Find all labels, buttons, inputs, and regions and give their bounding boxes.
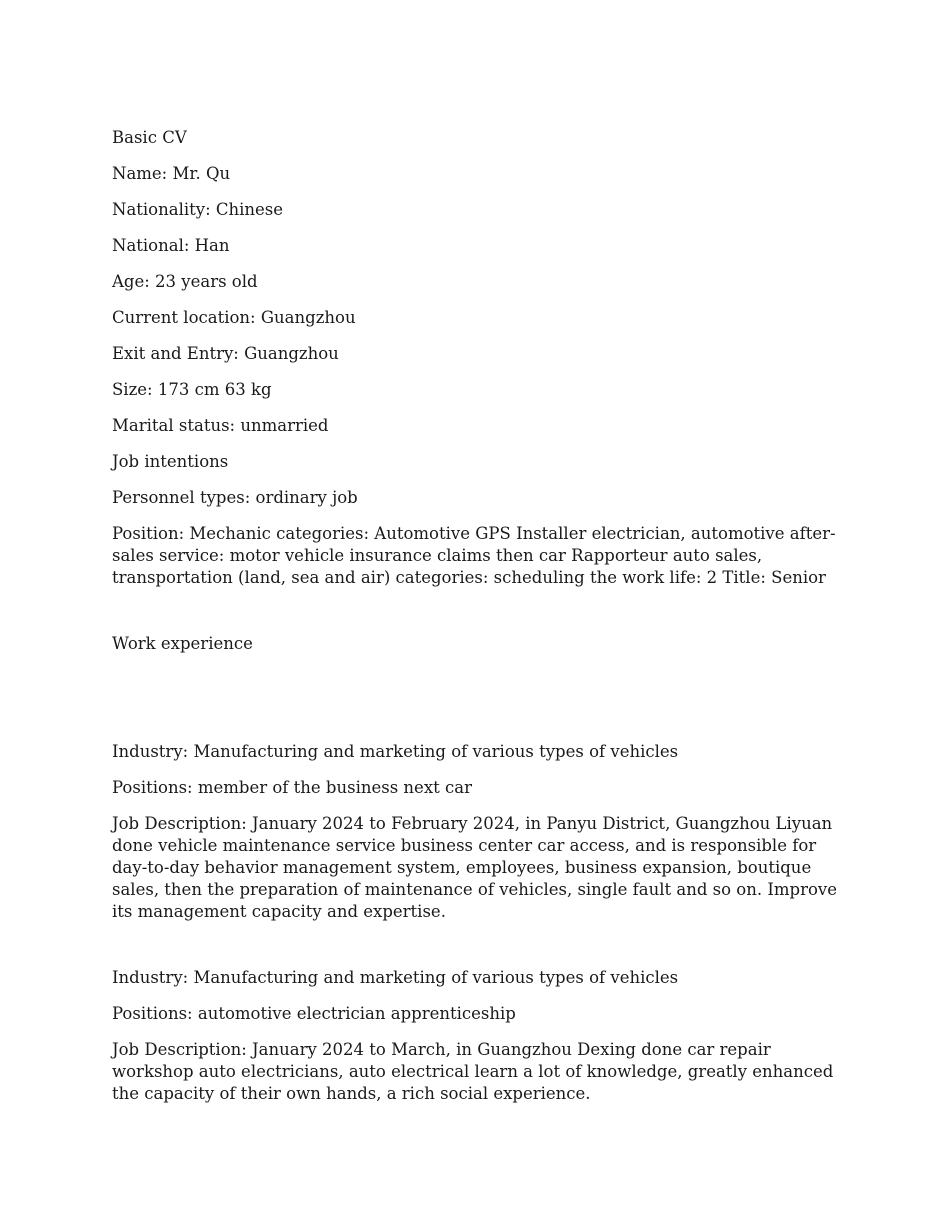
work-experience-heading: Work experience [112, 634, 253, 653]
position-paragraph: Position: Mechanic categories: Automotive GPS Installer electrician, automotive after-sales service: motor vehicle insurance claims then car Rapporteur auto sales, transportation (land, sea and air) categories: scheduling the work life: 2 Title: Senior [112, 524, 836, 587]
spacer [112, 937, 842, 967]
name-line: Name: Mr. Qu [112, 164, 231, 183]
job-description-paragraph: Job Description: January 2024 to March, in Guangzhou Dexing done car repair workshop auto electricians, auto electrical learn a lot of knowledge, greatly enhanced the capacity of their own hands, a rich social experience. [112, 1040, 834, 1103]
industry-line: Industry: Manufacturing and marketing of various types of vehicles [112, 742, 679, 761]
positions-line: Positions: automotive electrician apprenticeship [112, 1004, 516, 1023]
document-body [112, 127, 842, 1119]
spacer [112, 669, 842, 741]
marital-status-line: Marital status: unmarried [112, 416, 329, 435]
exit-entry-line: Exit and Entry: Guangzhou [112, 344, 339, 363]
spacer [112, 603, 842, 633]
nationality-line: Nationality: Chinese [112, 200, 284, 219]
industry-line: Industry: Manufacturing and marketing of various types of vehicles [112, 968, 679, 987]
work-entry [112, 967, 842, 1105]
current-location-line: Current location: Guangzhou [112, 308, 356, 327]
size-line: Size: 173 cm 63 kg [112, 380, 272, 399]
positions-line: Positions: member of the business next car [112, 778, 472, 797]
job-description-paragraph: Job Description: January 2024 to February 2024, in Panyu District, Guangzhou Liyuan done vehicle maintenance service business center car access, and is responsible for day-to-day behavior management system, employees, business expansion, boutique sales, then the preparation of maintenance of vehicles, single fault and so on. Improve its management capacity and expertise. [112, 814, 837, 921]
job-intentions-heading: Job intentions [112, 452, 229, 471]
work-entry [112, 741, 842, 923]
national-line: National: Han [112, 236, 230, 255]
document-title: Basic CV [112, 128, 187, 147]
personnel-types-line: Personnel types: ordinary job [112, 488, 358, 507]
age-line: Age: 23 years old [112, 272, 258, 291]
